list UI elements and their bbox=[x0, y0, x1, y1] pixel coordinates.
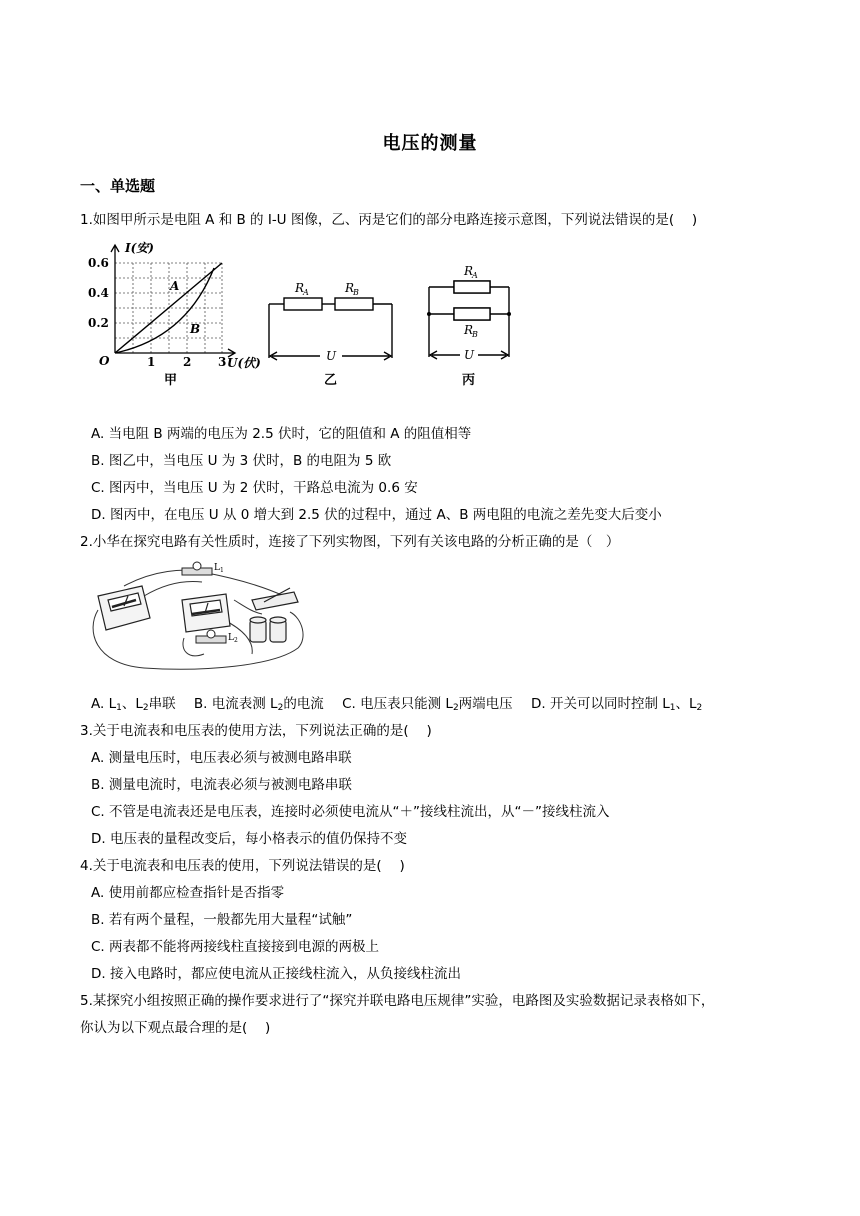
x-tick-2: 2 bbox=[183, 355, 192, 369]
series-rb-label: R bbox=[345, 281, 355, 295]
series-u-label: U bbox=[326, 349, 337, 363]
section-heading: 一、单选题 bbox=[80, 177, 156, 195]
bulb-l2-sub: 2 bbox=[234, 637, 238, 644]
q4-option-c[interactable]: C. 两表都不能将两接线柱直接接到电源的两极上 bbox=[91, 939, 380, 955]
y-tick-0-6: 0.6 bbox=[88, 256, 109, 270]
y-tick-0-4: 0.4 bbox=[88, 286, 109, 300]
q1-figure-graph bbox=[86, 240, 276, 390]
q1-option-d[interactable]: D. 图丙中，在电压 U 从 0 增大到 2.5 伏的过程中，通过 A、B 两电阻的电流之差先变大后变小 bbox=[91, 507, 662, 523]
q3-option-d[interactable]: D. 电压表的量程改变后，每小格表示的值仍保持不变 bbox=[91, 831, 407, 847]
y-tick-0-2: 0.2 bbox=[88, 316, 109, 330]
caption-jia: 甲 bbox=[164, 373, 178, 388]
bulb-l1-label: L bbox=[214, 563, 220, 573]
parallel-rb-sub: B bbox=[472, 330, 478, 339]
q4-option-d[interactable]: D. 接入电路时，都应使电流从正接线柱流入，从负接线柱流出 bbox=[91, 966, 461, 982]
caption-yi: 乙 bbox=[324, 373, 338, 388]
origin-label: O bbox=[99, 354, 110, 368]
q2-option-b[interactable]: B. 电流表测 $L_2$的电流 bbox=[193, 696, 324, 713]
parallel-rb-label: R bbox=[464, 323, 474, 337]
x-tick-1: 1 bbox=[147, 355, 156, 369]
q1-option-b[interactable]: B. 图乙中，当电压 U 为 3 伏时，B 的电阻为 5 欧 bbox=[91, 453, 392, 469]
bulb-l2-label: L bbox=[228, 633, 234, 643]
series-rb-sub: B bbox=[353, 288, 359, 297]
curve-a-label: A bbox=[170, 279, 180, 293]
q2-option-a[interactable]: A. $L_1$、$L_2$串联 bbox=[91, 696, 176, 713]
q2-figure-circuit bbox=[84, 560, 310, 678]
q1-option-c[interactable]: C. 图丙中，当电压 U 为 2 伏时，干路总电流为 0.6 安 bbox=[91, 480, 418, 496]
page-title: 电压的测量 bbox=[382, 133, 478, 154]
q5-stem-line2: 你认为以下观点最合理的是( ) bbox=[80, 1020, 271, 1036]
parallel-u-label: U bbox=[464, 348, 475, 362]
series-ra-label: R bbox=[295, 281, 305, 295]
q3-option-b[interactable]: B. 测量电流时，电流表必须与被测电路串联 bbox=[91, 777, 352, 793]
q3-option-c[interactable]: C. 不管是电流表还是电压表，连接时必须使电流从“＋”接线柱流出，从“－”接线柱流入 bbox=[91, 804, 610, 820]
q5-stem-line1: 5.某探究小组按照正确的操作要求进行了“探究并联电路电压规律”实验，电路图及实验数据记录表格如下， bbox=[80, 993, 715, 1009]
bulb-l1-sub: 1 bbox=[220, 567, 224, 574]
q2-options-row bbox=[91, 694, 702, 718]
q1-option-a[interactable]: A. 当电阻 B 两端的电压为 2.5 伏时，它的阻值和 A 的阻值相等 bbox=[91, 426, 472, 442]
y-axis-label: I(安) bbox=[125, 241, 154, 255]
q1-stem: 1.如图甲所示是电阻 A 和 B 的 I-U 图像，乙、丙是它们的部分电路连接示意图，下列说法错误的是( ) bbox=[80, 212, 698, 228]
caption-bing: 丙 bbox=[462, 373, 476, 388]
q2-option-c[interactable]: C. 电压表只能测 $L_2$两端电压 bbox=[342, 696, 513, 713]
curve-b-label: B bbox=[190, 322, 201, 336]
q3-stem: 3.关于电流表和电压表的使用方法，下列说法正确的是( ) bbox=[80, 723, 432, 739]
q2-option-d[interactable]: D. 开关可以同时控制 $L_1$、$L_2$ bbox=[530, 696, 703, 713]
x-axis-label: U(伏) bbox=[227, 356, 261, 370]
q1-figure-parallel bbox=[420, 260, 520, 388]
q3-option-a[interactable]: A. 测量电压时，电压表必须与被测电路串联 bbox=[91, 750, 352, 766]
q2-stem: 2.小华在探究电路有关性质时，连接了下列实物图，下列有关该电路的分析正确的是（ ） bbox=[80, 534, 620, 550]
q4-stem: 4.关于电流表和电压表的使用，下列说法错误的是( ) bbox=[80, 858, 405, 874]
parallel-ra-label: R bbox=[464, 264, 474, 278]
q4-option-a[interactable]: A. 使用前都应检查指针是否指零 bbox=[91, 885, 285, 901]
series-ra-sub: A bbox=[303, 288, 309, 297]
q1-figure-series bbox=[262, 270, 402, 388]
parallel-ra-sub: A bbox=[472, 271, 478, 280]
x-tick-3: 3 bbox=[218, 355, 227, 369]
q4-option-b[interactable]: B. 若有两个量程，一般都先用大量程“试触” bbox=[91, 912, 353, 928]
